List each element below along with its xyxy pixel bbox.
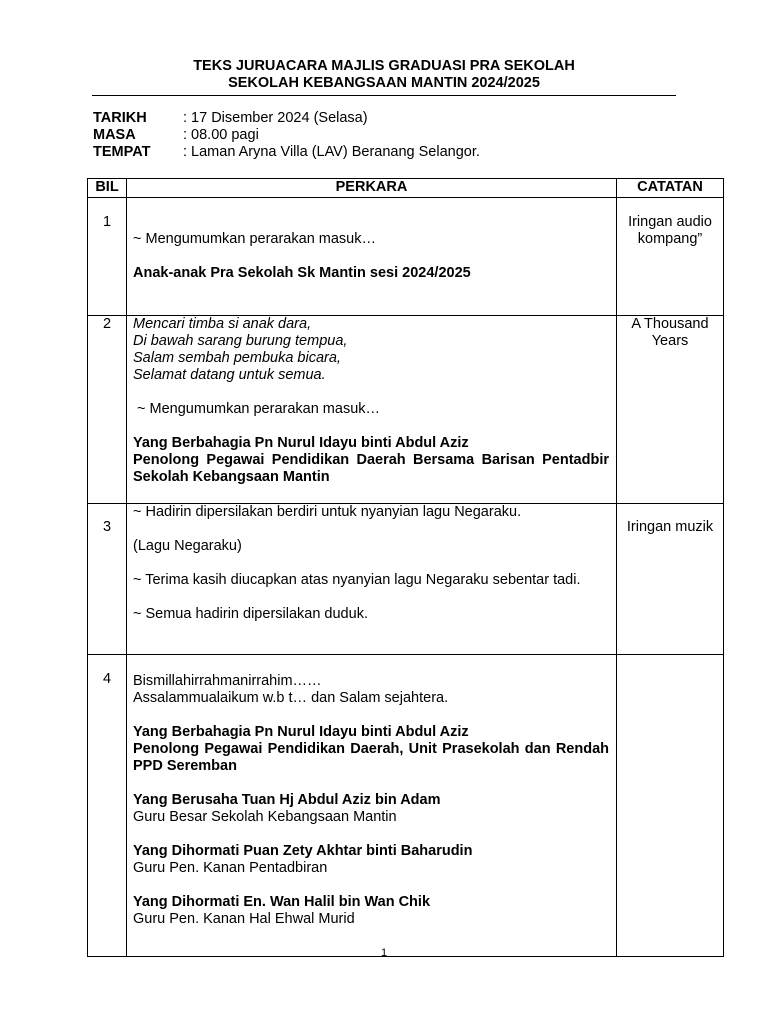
content-line: Yang Dihormati Puan Zety Akhtar binti Baharudin (133, 843, 473, 859)
content-line: Guru Pen. Kanan Hal Ehwal Murid (133, 911, 355, 927)
pantun-line: Selamat datang untuk semua. (133, 367, 326, 383)
content-line: ~ Mengumumkan perarakan masuk… (133, 231, 376, 247)
content-line: Yang Dihormati En. Wan Halil bin Wan Chik (133, 894, 431, 910)
header-bil: BIL (88, 179, 127, 198)
row-number: 3 (88, 504, 127, 655)
content-line: Yang Berusaha Tuan Hj Abdul Aziz bin Adam (133, 792, 441, 808)
header-catatan: CATATAN (617, 179, 724, 198)
header-perkara: PERKARA (127, 179, 617, 198)
content-line: Yang Berbahagia Pn Nurul Idayu binti Abdul Aziz (133, 435, 469, 451)
date-value: : 17 Disember 2024 (Selasa) (183, 110, 368, 126)
table-row (88, 504, 724, 655)
row-note (617, 655, 724, 957)
table-row (88, 316, 724, 504)
content-line: Anak-anak Pra Sekolah Sk Mantin sesi 2024/2025 (133, 265, 471, 281)
date-row (93, 110, 480, 127)
content-line: Penolong Pegawai Pendidikan Daerah Bersama Barisan Pentadbir Sekolah Kebangsaan Mantin (133, 452, 609, 485)
place-row (93, 144, 480, 161)
row-content (127, 198, 617, 316)
content-line: (Lagu Negaraku) (133, 538, 242, 554)
row-number: 4 (88, 655, 127, 957)
table-row (88, 655, 724, 957)
place-value: : Laman Aryna Villa (LAV) Beranang Selangor. (183, 144, 480, 160)
row-content (127, 504, 617, 655)
content-line: ~ Mengumumkan perarakan masuk… (133, 401, 381, 417)
content-line: Penolong Pegawai Pendidikan Daerah, Unit Prasekolah dan Rendah PPD Seremban (133, 741, 609, 774)
table-header-row (88, 179, 724, 198)
pantun-line: Di bawah sarang burung tempua, (133, 333, 348, 349)
row-note: Iringan audio kompang” (617, 198, 724, 316)
title-line-2: SEKOLAH KEBANGSAAN MANTIN 2024/2025 (228, 75, 540, 91)
page-number: 1 (380, 947, 388, 959)
content-line: ~ Hadirin dipersilakan berdiri untuk nyanyian lagu Negaraku. (133, 504, 522, 520)
content-line: ~ Terima kasih diucapkan atas nyanyian lagu Negaraku sebentar tadi. (133, 572, 581, 588)
content-line: Guru Pen. Kanan Pentadbiran (133, 860, 328, 876)
date-label: TARIKH (93, 110, 147, 126)
content-line: Bismillahirrahmanirrahim…… (133, 673, 322, 689)
content-line: Guru Besar Sekolah Kebangsaan Mantin (133, 809, 397, 825)
table-row (88, 198, 724, 316)
program-table (87, 178, 724, 957)
content-line: ~ Semua hadirin dipersilakan duduk. (133, 606, 368, 622)
row-number: 2 (88, 316, 127, 504)
event-info (93, 110, 480, 161)
row-note: A Thousand Years (617, 316, 724, 504)
row-content (127, 316, 617, 504)
row-number: 1 (88, 198, 127, 316)
place-label: TEMPAT (93, 144, 151, 160)
time-label: MASA (93, 127, 136, 143)
time-row (93, 127, 480, 144)
content-line: Yang Berbahagia Pn Nurul Idayu binti Abdul Aziz (133, 724, 469, 740)
pantun-line: Salam sembah pembuka bicara, (133, 350, 341, 366)
content-line: Assalammualaikum w.b t… dan Salam sejahtera. (133, 690, 449, 706)
pantun-line: Mencari timba si anak dara, (133, 316, 312, 332)
title-underline (92, 95, 676, 96)
row-note: Iringan muzik (617, 504, 724, 655)
document-title (92, 58, 676, 92)
row-content (127, 655, 617, 957)
title-line-1: TEKS JURUACARA MAJLIS GRADUASI PRA SEKOLAH (193, 58, 575, 74)
time-value: : 08.00 pagi (183, 127, 259, 143)
